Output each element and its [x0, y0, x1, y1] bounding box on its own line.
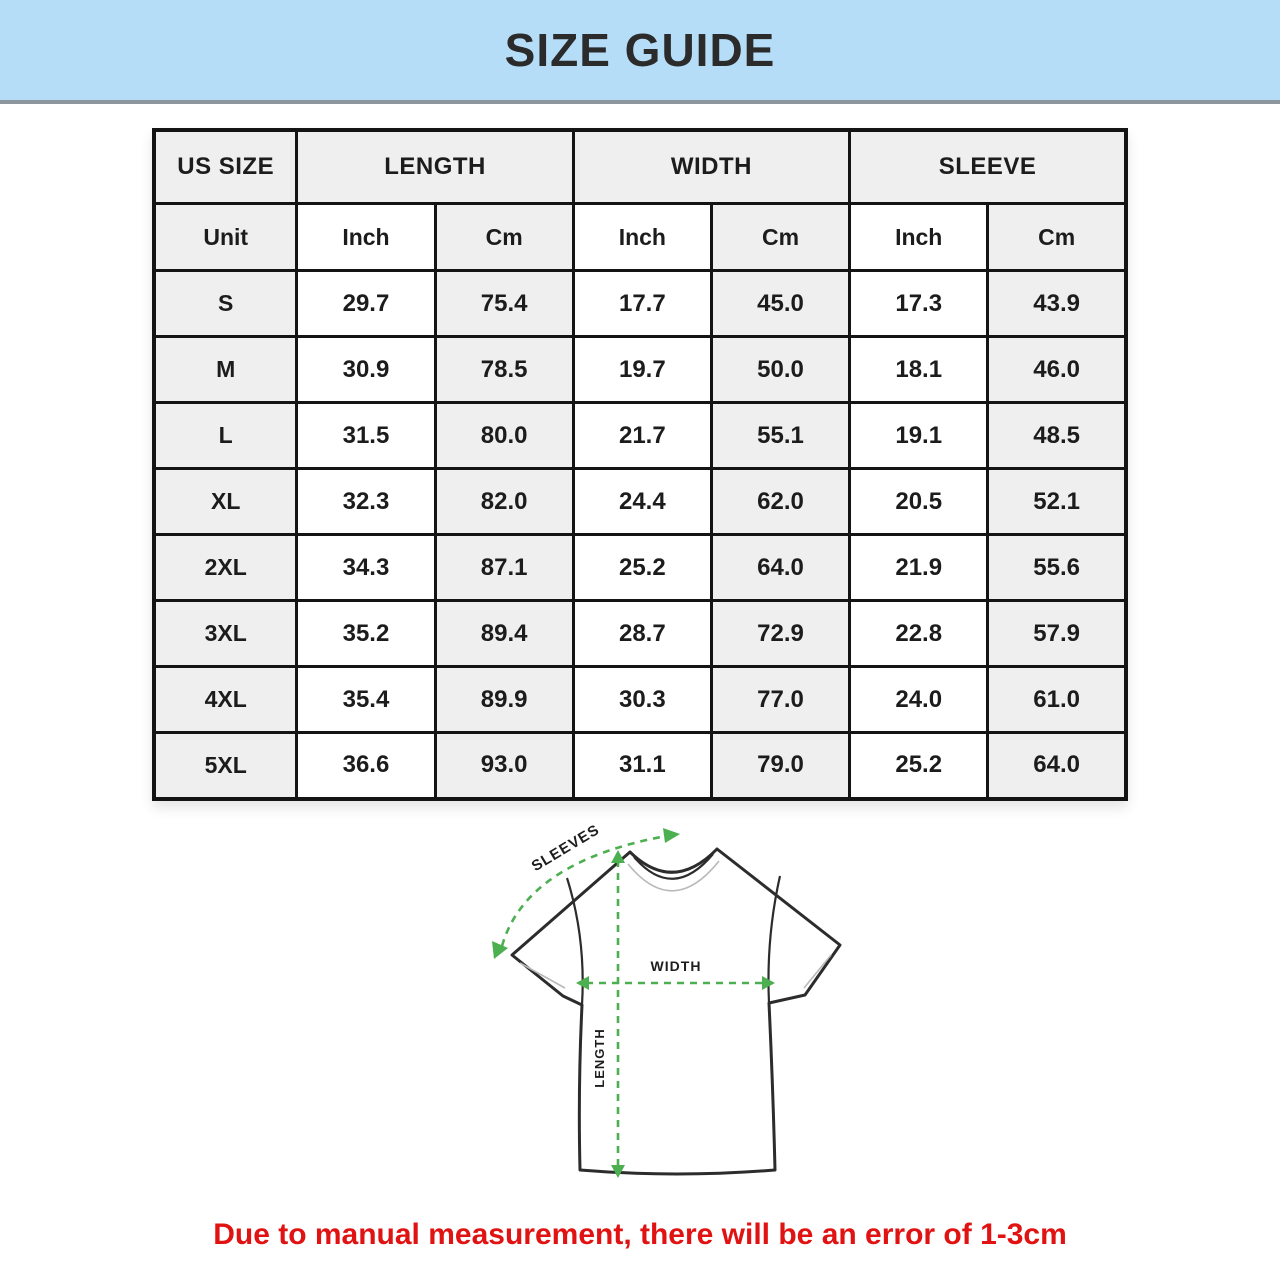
value-cell: 64.0 — [711, 535, 849, 601]
value-cell: 87.1 — [435, 535, 573, 601]
unit-cm-cell: Cm — [711, 204, 849, 271]
value-cell: 19.1 — [850, 403, 988, 469]
value-cell: 30.9 — [297, 337, 435, 403]
size-cell: XL — [154, 469, 297, 535]
value-cell: 78.5 — [435, 337, 573, 403]
unit-inch-cell: Inch — [573, 204, 711, 271]
value-cell: 24.0 — [850, 667, 988, 733]
value-cell: 77.0 — [711, 667, 849, 733]
size-cell: L — [154, 403, 297, 469]
col-header-length: LENGTH — [297, 130, 573, 204]
unit-cm-cell: Cm — [435, 204, 573, 271]
value-cell: 64.0 — [988, 733, 1126, 799]
table-row — [154, 667, 1126, 733]
length-label: LENGTH — [592, 1028, 607, 1088]
value-cell: 22.8 — [850, 601, 988, 667]
value-cell: 29.7 — [297, 271, 435, 337]
size-cell: 4XL — [154, 667, 297, 733]
value-cell: 82.0 — [435, 469, 573, 535]
value-cell: 52.1 — [988, 469, 1126, 535]
size-cell: M — [154, 337, 297, 403]
value-cell: 34.3 — [297, 535, 435, 601]
width-label: WIDTH — [650, 958, 702, 974]
value-cell: 43.9 — [988, 271, 1126, 337]
value-cell: 20.5 — [850, 469, 988, 535]
value-cell: 21.9 — [850, 535, 988, 601]
value-cell: 72.9 — [711, 601, 849, 667]
value-cell: 21.7 — [573, 403, 711, 469]
value-cell: 46.0 — [988, 337, 1126, 403]
size-cell: 3XL — [154, 601, 297, 667]
value-cell: 57.9 — [988, 601, 1126, 667]
value-cell: 18.1 — [850, 337, 988, 403]
value-cell: 35.2 — [297, 601, 435, 667]
table-row — [154, 469, 1126, 535]
value-cell: 62.0 — [711, 469, 849, 535]
value-cell: 17.3 — [850, 271, 988, 337]
value-cell: 24.4 — [573, 469, 711, 535]
value-cell: 25.2 — [850, 733, 988, 799]
value-cell: 28.7 — [573, 601, 711, 667]
size-cell: S — [154, 271, 297, 337]
table-row — [154, 271, 1126, 337]
value-cell: 89.9 — [435, 667, 573, 733]
value-cell: 17.7 — [573, 271, 711, 337]
table-row — [154, 337, 1126, 403]
col-header-sleeve: SLEEVE — [850, 130, 1126, 204]
value-cell: 55.1 — [711, 403, 849, 469]
unit-inch-cell: Inch — [297, 204, 435, 271]
unit-row — [154, 204, 1126, 271]
value-cell: 19.7 — [573, 337, 711, 403]
size-cell: 2XL — [154, 535, 297, 601]
value-cell: 31.5 — [297, 403, 435, 469]
value-cell: 80.0 — [435, 403, 573, 469]
value-cell: 75.4 — [435, 271, 573, 337]
table-row — [154, 601, 1126, 667]
table-row — [154, 733, 1126, 799]
unit-cell: Unit — [154, 204, 297, 271]
table-row — [154, 403, 1126, 469]
tshirt-measurement-diagram — [468, 818, 932, 1210]
table-row — [154, 535, 1126, 601]
value-cell: 79.0 — [711, 733, 849, 799]
size-guide-banner — [0, 0, 1280, 104]
table-header-row — [154, 130, 1126, 204]
size-cell: 5XL — [154, 733, 297, 799]
value-cell: 32.3 — [297, 469, 435, 535]
value-cell: 93.0 — [435, 733, 573, 799]
tshirt-outline — [512, 849, 840, 1174]
col-header-us-size: US SIZE — [154, 130, 297, 204]
value-cell: 25.2 — [573, 535, 711, 601]
size-table-body — [154, 271, 1126, 799]
value-cell: 31.1 — [573, 733, 711, 799]
value-cell: 30.3 — [573, 667, 711, 733]
unit-cm-cell: Cm — [988, 204, 1126, 271]
value-cell: 61.0 — [988, 667, 1126, 733]
col-header-width: WIDTH — [573, 130, 849, 204]
value-cell: 35.4 — [297, 667, 435, 733]
size-table — [152, 128, 1128, 801]
sleeves-label: SLEEVES — [528, 821, 603, 876]
page-title: SIZE GUIDE — [504, 24, 776, 76]
unit-inch-cell: Inch — [850, 204, 988, 271]
value-cell: 48.5 — [988, 403, 1126, 469]
measurement-disclaimer: Due to manual measurement, there will be an error of 1-3cm — [213, 1218, 1067, 1251]
sleeves-arrowhead-top — [663, 828, 680, 843]
value-cell: 50.0 — [711, 337, 849, 403]
value-cell: 45.0 — [711, 271, 849, 337]
value-cell: 55.6 — [988, 535, 1126, 601]
sleeves-arrowhead-bottom — [492, 941, 508, 959]
size-table-container — [152, 128, 1128, 801]
value-cell: 36.6 — [297, 733, 435, 799]
value-cell: 89.4 — [435, 601, 573, 667]
tshirt-diagram-svg — [468, 818, 932, 1210]
